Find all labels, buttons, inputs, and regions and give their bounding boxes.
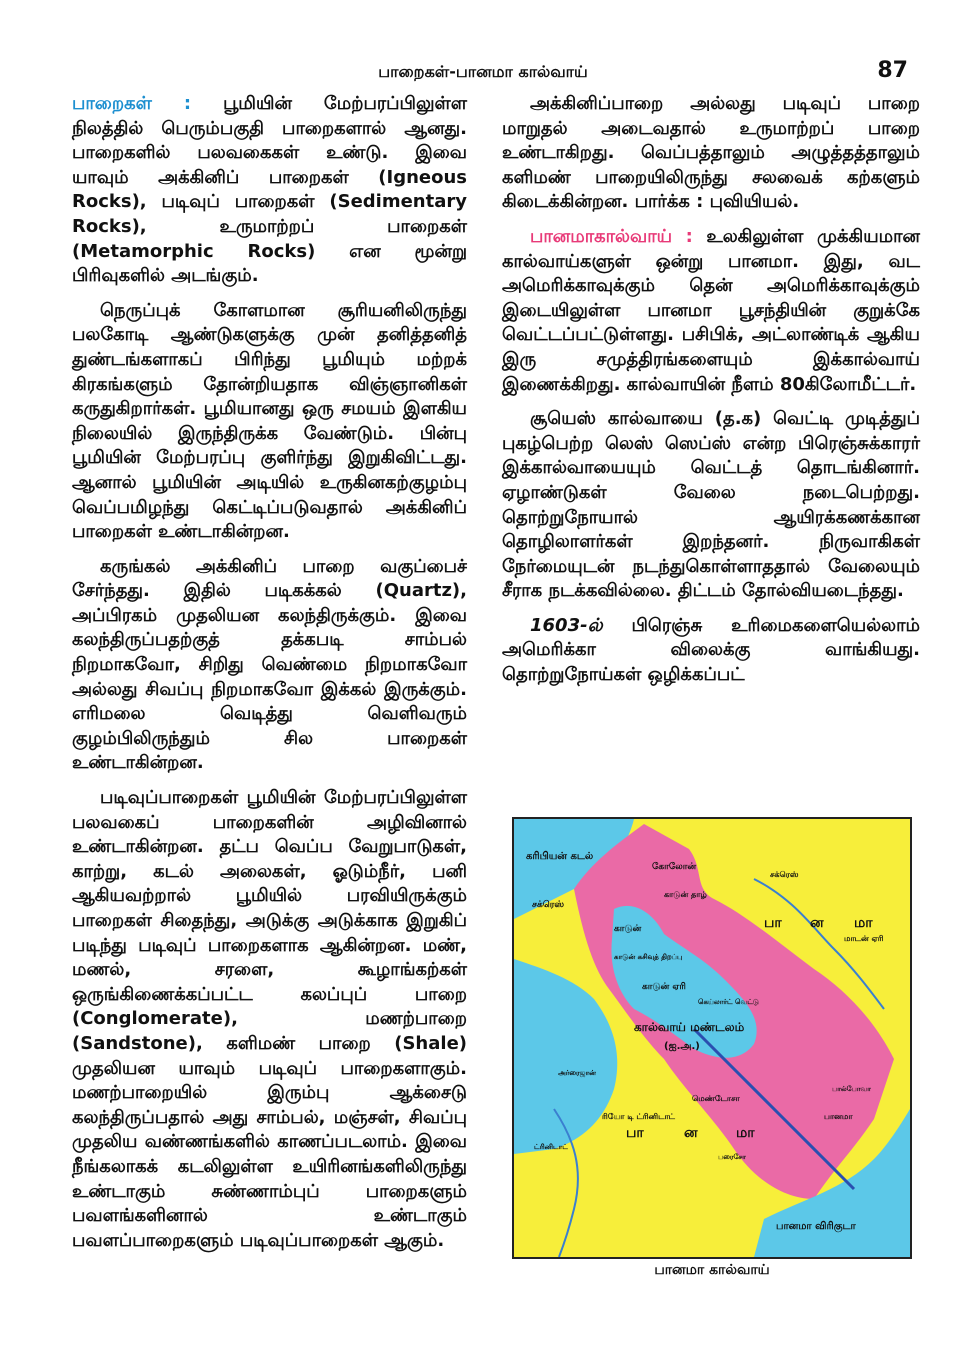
map-label-panama-bottom-ma: மா xyxy=(736,1125,755,1141)
map-label-caribbean: கரிபியன் கடல் xyxy=(526,851,594,862)
west-coast-water-shape xyxy=(514,959,617,1154)
map-label-colon: கோலோன் xyxy=(652,862,697,872)
map-label-canal-zone: கால்வாய் மண்டலம் xyxy=(634,1020,745,1034)
map-label-gulf: பானமா விரிகுடா xyxy=(776,1221,856,1232)
map-label-arraijan: அர்ரைஜான் xyxy=(558,1069,596,1077)
map-label-chagres: சக்ரெஸ் xyxy=(532,900,565,910)
map-label-paraiso: பரைசோ xyxy=(718,1153,746,1161)
igneous-origin-paragraph: நெருப்புக் கோளமான சூரியனிலிருந்து பலகோடி ஆண்டுகளுக்கு முன் தனித்தனித் துண்டங்களாகப் பிரிந்து பூமியும் மற்றக் கிரகங்களும் தோன்றியதாக விஞ்ஞானிகள் கருதுகிறார்கள். பூமியானது ஒரு சமயம் இளகிய நிலையில் இருந்திருக்க வேண்டும். பின்பு பூமியின் மேற்பரப்பு குளிர்ந்து இறுகிவிட்டது. ஆனால் பூமியின் அடியில் உருகினகற்குழம்பு வெப்பமிழந்து கெட்டிப்படுவதால் அக்கினிப் பாறைகள் உண்டாகின்றன. xyxy=(72,299,467,543)
map-label-madden: மாடன் ஏரி xyxy=(844,934,884,943)
map-label-usa: (ஐ.அ.) xyxy=(664,1041,700,1052)
canal-history-paragraph: சூயெஸ் கால்வாயை (த.க) வெட்டி முடித்துப் புகழ்பெற்ற லெஸ் ஸெப்ஸ் என்ற பிரெஞ்சுக்காரர் இக்கால்வாயையும் வெட்டத் தொடங்கினார். ஏழாண்டுகள் வேலை நடைபெற்றது. தொற்றுநோயால் ஆயிரக்கணக்கான தொழிலாளர்கள் இறந்தனர். நிருவாகிகள் நேர்மையுடன் நடந்துகொள்ளாததால் வேலையும் சீராக நடக்கவில்லை. திட்டம் தோல்வியடைந்தது. xyxy=(502,408,920,602)
sedimentary-paragraph: படிவுப்பாறைகள் பூமியின் மேற்பரப்பிலுள்ள பலவகைப் பாறைகளின் அழிவினால் உண்டாகின்றன. தட்ப வெப்ப வேறுபாடுகள், காற்று, கடல் அலைகள், ஓடும்நீர், பனி ஆகியவற்றால் பூமியில் பரவியிருக்கும் பாறைகள் சிதைந்து, அடுக்கு அடுக்காக இறுகிப் படிந்து படிவுப் பாறைகளாக ஆகின்றன. மண், மணல், சரளை, கூழாங்கற்கள் ஒருங்கிணைக்கப்பட்ட கலப்புப் பாறை (Conglomerate), மணற்பாறை (Sandstone), களிமண் பாறை (Shale) முதலியன யாவும் படிவுப் பாறைகளாகும். மணற்பாறையில் இரும்பு ஆக்சைடு கலந்திருப்பதால் அது சாம்பல், மஞ்சள், சிவப்பு முதலிய வண்ணங்களில் காணப்படலாம். இவை நீங்கலாகக் கடலிலுள்ள உயிரினங்களிலிருந்து உண்டாகும் சுண்ணாம்புப் பாறைகளும் பவளங்களினால் உண்டாகும் பவளப்பாறைகளும் படிவுப்பாறைகள் ஆகும். xyxy=(72,787,467,1251)
map-label-gaillard: கெய்லார்ட் வெட்டு xyxy=(698,998,760,1006)
map-label-trinidad: ரியோ டி ட்ரினிடாட் xyxy=(602,1112,676,1121)
map-label-gatun-lock: காடுன் தாழ் xyxy=(664,890,707,899)
right-column xyxy=(502,92,920,698)
page-number: 87 xyxy=(877,58,908,83)
map-label-trinidad-river: ட்ரினிடாட் xyxy=(534,1143,568,1151)
rocks-heading: பாறைகள் : xyxy=(72,93,192,114)
page-header-title: பாறைகள்-பானமா கால்வாய் xyxy=(378,62,588,81)
map-label-panama-bottom-na: ன xyxy=(684,1125,698,1141)
map-label-balboa: பால்போவா xyxy=(832,1085,871,1093)
granite-paragraph: கருங்கல் அக்கினிப் பாறை வகுப்பைச் சேர்ந்தது. இதில் படிகக்கல் (Quartz), அப்பிரகம் முதலியன கலந்திருக்கும். இவை கலந்திருப்பதற்குத் தக்கபடி சாம்பல் நிறமாகவோ, சிறிது வெண்மை நிறமாகவோ அல்லது சிவப்பு நிறமாகவோ இக்கல் இருக்கும். எரிமலை வெடித்து வெளிவரும் குழம்பிலிருந்தும் சில பாறைகள் உண்டாகின்றன. xyxy=(72,555,467,774)
map-label-panama-bottom-pa: பா xyxy=(626,1125,644,1141)
panama-canal-map xyxy=(512,817,912,1259)
canal-intro-text: உலகிலுள்ள முக்கியமான கால்வாய்களுள் ஒன்று பானமா. இது, வட அமெரிக்காவுக்கும் தென் அமெரிக்காவுக்கும் இடையிலுள்ள பானமா பூசந்தியின் குறுக்கே வெட்டப்பட்டுள்ளது. பசிபிக், அட்லாண்டிக் ஆகிய இரு சமுத்திரங்களையும் இக்கால்வாய் இணைக்கிறது. கால்வாயின் நீளம் 80கிலோமீட்டர். xyxy=(502,225,920,395)
left-column xyxy=(72,92,467,1263)
canal-purchase-text: பிரெஞ்சு உரிமைகளையெல்லாம் அமெரிக்கா விலைக்கு வாங்கியது. தொற்றுநோய்கள் ஒழிக்கப்பட் xyxy=(502,614,920,686)
map-caption: பானமா கால்வாய் xyxy=(654,1262,770,1278)
canal-heading: பானமாகால்வாய் : xyxy=(530,225,693,247)
map-label-panama-top-na: ன xyxy=(810,915,824,931)
map-label-spillway: காடுன் கசிவுத் திறப்பு xyxy=(614,953,683,961)
canal-intro-paragraph xyxy=(502,225,920,397)
map-label-gatun: காடுன் xyxy=(614,924,642,934)
year-1603: 1603-ல் xyxy=(530,614,603,636)
map-label-panama-city: பானமா xyxy=(824,1112,853,1121)
metamorphic-paragraph: அக்கினிப்பாறை அல்லது படிவுப் பாறை மாறுதல் அடைவதால் உருமாற்றப் பாறை உண்டாகிறது. வெப்பத்தாலும் அழுத்தத்தாலும் களிமண் பாறையிலிருந்து சலவைக் கற்களும் கிடைக்கின்றன. பார்க்க : புவியியல். xyxy=(502,93,920,213)
map-svg xyxy=(514,819,910,1257)
map-label-mendoza: மெண்டோசா xyxy=(692,1094,740,1103)
map-label-panama-top-pa: பா xyxy=(764,915,782,931)
canal-purchase-paragraph xyxy=(502,614,920,688)
map-label-panama-top-ma: மா xyxy=(854,915,873,931)
rocks-intro-paragraph xyxy=(72,92,467,289)
map-label-chagres-river: சக்ரெஸ் xyxy=(770,870,799,879)
rocks-intro-text: பூமியின் மேற்பரப்பிலுள்ள நிலத்தில் பெரும்பகுதி பாறைகளால் ஆனது. பாறைகளில் பலவகைகள் உண்டு. இவை யாவும் அக்கினிப் பாறைகள் (Igneous Rocks), படிவுப் பாறைகள் (Sedimentary Rocks), உருமாற்றப் பாறைகள் (Metamorphic Rocks) என மூன்று பிரிவுகளில் அடங்கும். xyxy=(72,93,467,287)
map-label-gatun-lake: காடுன் ஏரி xyxy=(642,982,686,992)
